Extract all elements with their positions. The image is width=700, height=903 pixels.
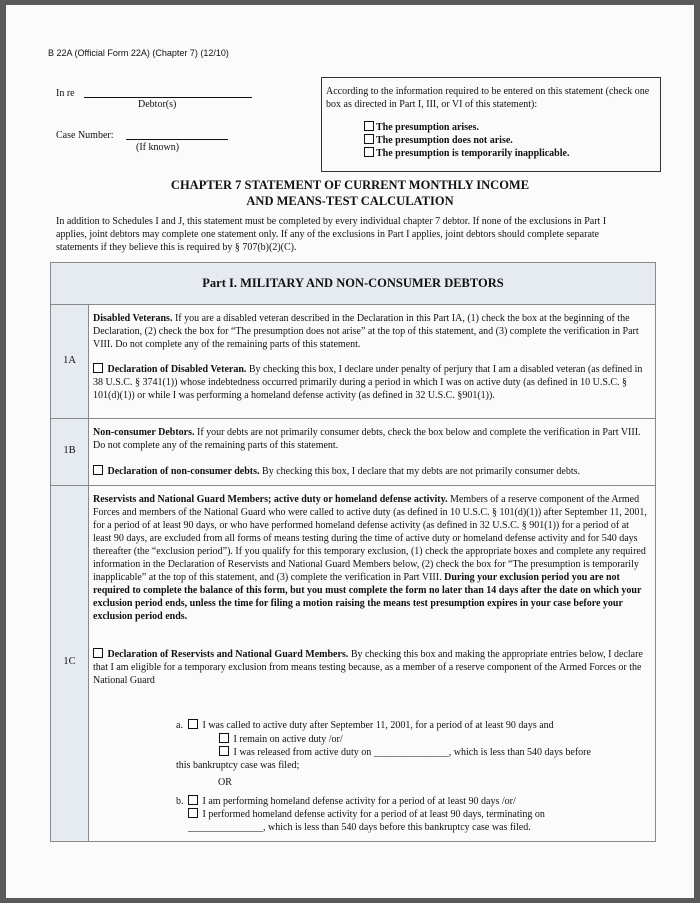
presumption-option[interactable]: The presumption is temporarily inapplicable. [364,147,569,160]
if-known-label: (If known) [136,142,180,153]
checkbox[interactable] [188,808,198,818]
option-a3-continued: this bankruptcy case was filed; [176,760,300,771]
checkbox[interactable] [188,795,198,805]
in-re-line [84,87,252,98]
part1-heading: Part I. MILITARY AND NON-CONSUMER DEBTORS [51,263,655,305]
option-a2[interactable]: I remain on active duty /or/ [219,733,343,746]
page-title: CHAPTER 7 STATEMENT OF CURRENT MONTHLY INCOME AND MEANS-TEST CALCULATION [170,178,530,208]
row-number-cell: 1C [51,486,89,841]
option-b-label: b. [176,796,184,807]
case-number-line [126,129,228,140]
debtor-label: Debtor(s) [138,99,177,110]
row-divider [51,418,655,419]
row-1c-declaration[interactable]: Declaration of Reservists and National Guard Members. By checking this box and making the appropriate entries below, I declare that I am eligible for a temporary exclusion from means testing because, as a member of a reserve component of the Armed Forces or the National Guard [93,649,643,686]
checkbox[interactable] [93,465,103,475]
checkbox[interactable] [219,746,229,756]
case-number-label: Case Number: [56,130,114,141]
presumption-option[interactable]: The presumption does not arise. [364,134,513,147]
checkbox[interactable] [364,147,374,157]
or-label: OR [218,777,232,788]
row-1c-text: Reservists and National Guard Members; active duty or homeland defense activity. Members of a reserve component of the Armed Forces and members of the National Guard who were called to active duty (as defined in 10 U.S.C. § 101(d)(1)) after September 11, 2001, for a period of at least 90 days, or who have performed homeland defense activity (as defined in 32 U.S.C. § 901(1)) for a period of at least 90 days, are excluded from all forms of means testing during the time of active duty or homeland defense activity and for 540 days thereafter (the “exclusion period”). If you qualify for this temporary exclusion, (1) check the appropriate boxes and complete any required information in the Declaration of Reservists and National Guard Members below, (2) check the box for “The presumption is temporarily inapplicable” at the top of this statement, and (3) complete the verification in Part VIII. During your exclusion period you are not required to complete the balance of this form, but you must complete the form no later than 14 days after the date on which your exclusion period ends, unless the time for filing a motion raising the means test presumption expires in your case before your exclusion period ends. [93,494,647,622]
presumption-instructions: According to the information required to be entered on this statement (check one box as directed in Part I, III, or VI of this statement): [326,86,650,110]
option-b1[interactable]: I am performing homeland defense activity for a period of at least 90 days /or/ [188,795,516,808]
checkbox[interactable] [93,648,103,658]
row-1b-declaration[interactable]: Declaration of non-consumer debts. By checking this box, I declare that my debts are not primarily consumer debts. [93,465,649,478]
checkbox[interactable] [364,134,374,144]
form-id: B 22A (Official Form 22A) (Chapter 7) (12/10) [48,48,229,58]
option-a1[interactable]: I was called to active duty after September 11, 2001, for a period of at least 90 days and [188,719,554,732]
row-number-cell: 1B [51,419,89,485]
in-re-label: In re [56,88,75,99]
part1-table [50,262,656,842]
row-divider [51,485,655,486]
intro-paragraph: In addition to Schedules I and J, this statement must be completed by every individual chapter 7 debtor. If none of the exclusions in Part I applies, joint debtors may complete one statement only. If any of the exclusions in Part I applies, joint debtors should complete separate statements if they believe this is required by § 707(b)(2)(C). [56,216,607,253]
checkbox[interactable] [219,733,229,743]
checkbox[interactable] [93,363,103,373]
form-page [6,5,694,898]
presumption-box [321,77,661,172]
option-b2[interactable]: I performed homeland defense activity for a period of at least 90 days, terminating on [188,808,545,821]
checkbox[interactable] [188,719,198,729]
row-1a-declaration[interactable]: Declaration of Disabled Veteran. By checking this box, I declare under penalty of perjury that I am a disabled veteran (as defined in 38 U.S.C. § 3741(1)) whose indebtedness occurred primarily during a period in which I was on active duty (as defined in 10 U.S.C. § 101(d)(1)) or while I was performing a homeland defense activity (as defined in 32 U.S.C. §901(1)). [93,364,643,401]
option-a-label: a. [176,720,183,731]
row-1b-text: Non-consumer Debtors. If your debts are not primarily consumer debts, check the box below and complete the verification in Part VIII. Do not complete any of the remaining parts of this statement. [93,427,641,451]
option-b2-continued: _______________, which is less than 540 days before this bankruptcy case was filed. [188,822,531,833]
checkbox[interactable] [364,121,374,131]
option-a3[interactable]: I was released from active duty on _______________, which is less than 540 days before [219,746,591,759]
presumption-option[interactable]: The presumption arises. [364,121,479,134]
row-1a-text: Disabled Veterans. If you are a disabled veteran described in the Declaration in this Part IA, (1) check the box at the beginning of the Declaration, (2) check the box for “The presumption does not arise” at the top of this statement, and (3) complete the verification in Part VIII. Do not complete any of the remaining parts of this statement. [93,313,639,350]
row-number-cell: 1A [51,305,89,418]
